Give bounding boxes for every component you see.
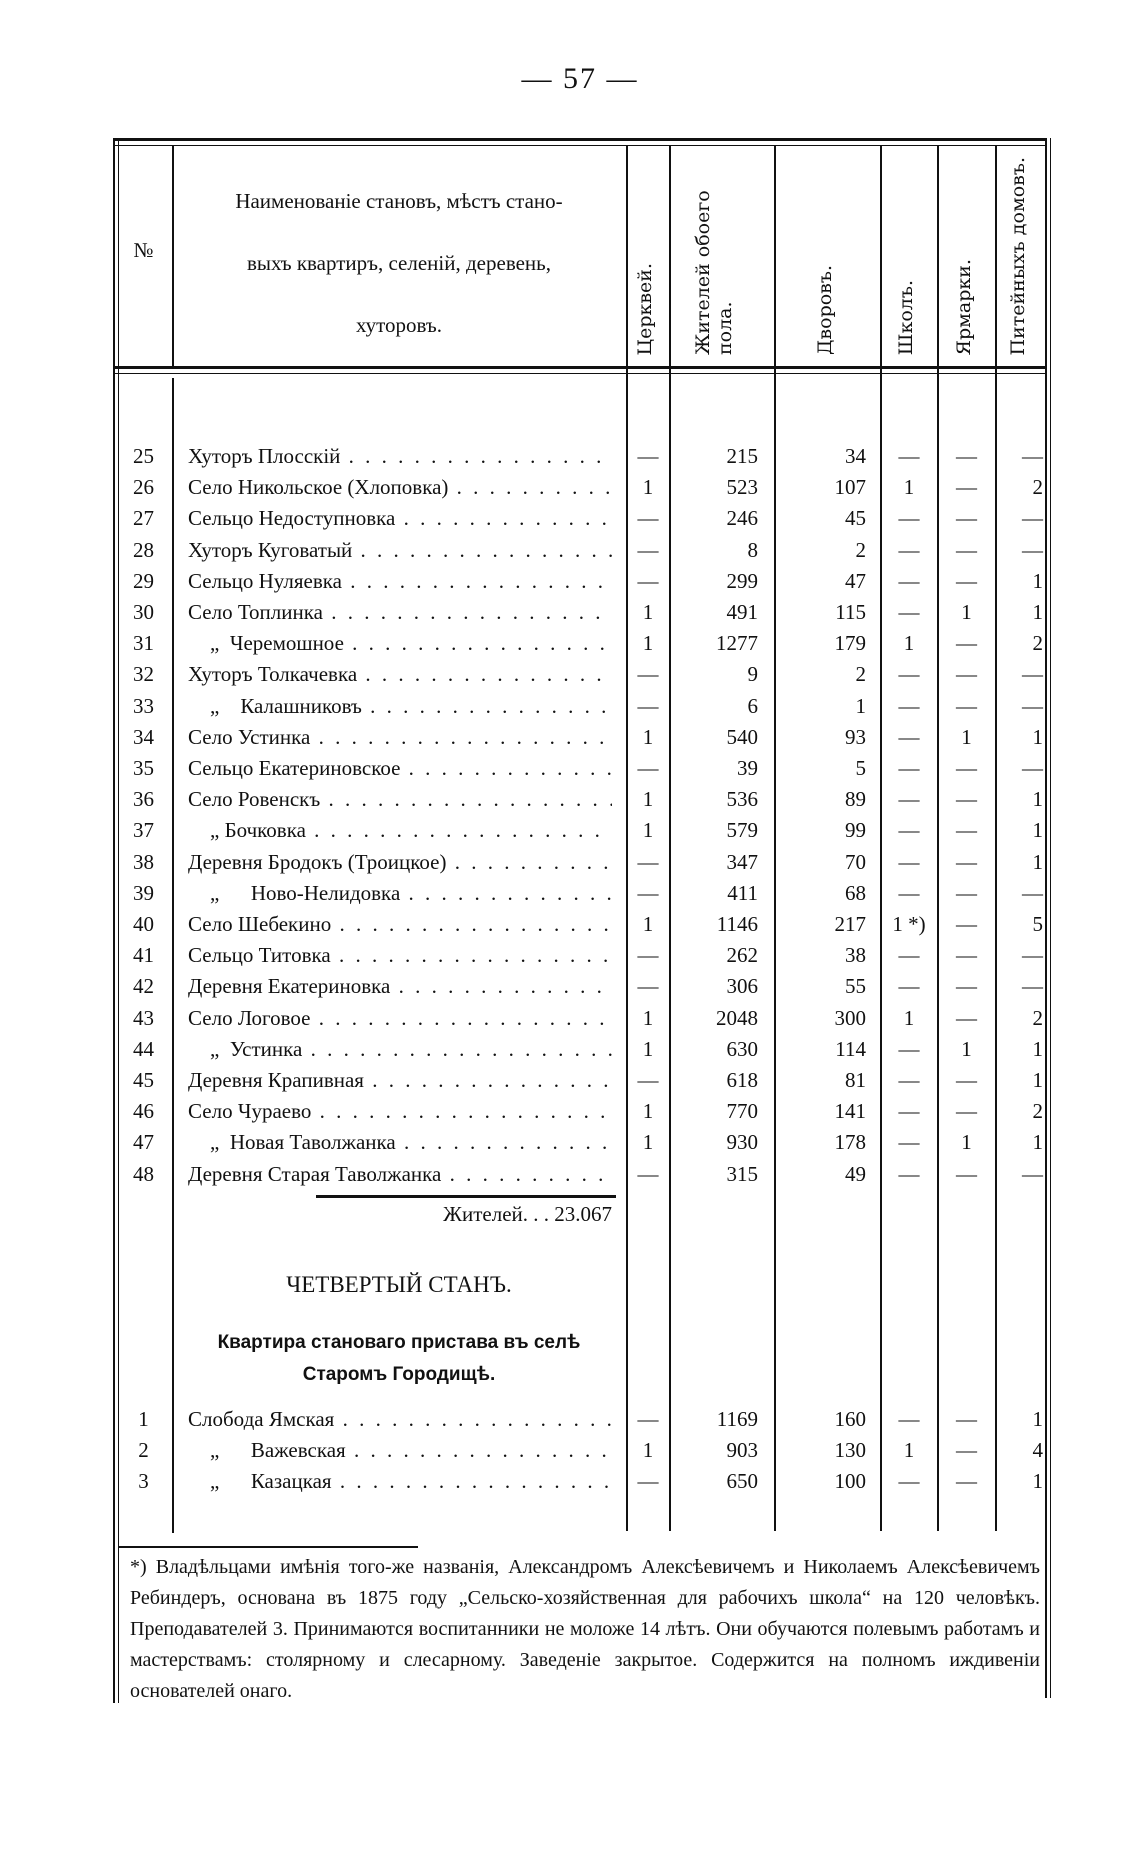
churches-count: — xyxy=(637,444,659,468)
row-number: 44 xyxy=(133,1036,154,1061)
schools-count: — xyxy=(898,1469,920,1494)
schools-count: — xyxy=(898,568,920,593)
taverns-count: 1 xyxy=(1032,724,1043,749)
table-row xyxy=(0,1466,1140,1497)
fairs-count: 1 xyxy=(961,1130,972,1155)
population-count: 9 xyxy=(747,662,758,687)
population-count: 650 xyxy=(726,1469,758,1494)
settlement-name: Сельцо Титовка . . . xyxy=(188,940,612,971)
population-count: 630 xyxy=(726,1036,758,1061)
table-row xyxy=(0,1003,1140,1034)
fairs-count: — xyxy=(956,787,977,812)
row-number: 25 xyxy=(133,444,154,468)
fairs-count: — xyxy=(956,1161,977,1186)
table-row xyxy=(0,909,1140,940)
population-count: 1277 xyxy=(716,631,758,656)
taverns-count: 1 xyxy=(1032,818,1043,843)
row-number: 42 xyxy=(133,974,154,999)
table-row xyxy=(0,597,1140,628)
taverns-count: 1 xyxy=(1032,787,1043,812)
header-population: Жителей обоего пола. xyxy=(692,190,736,355)
schools-count: — xyxy=(898,1068,920,1092)
fairs-count: 1 xyxy=(961,724,972,749)
table-row xyxy=(0,535,1140,566)
population-count: 579 xyxy=(726,818,758,843)
table-row xyxy=(0,628,1140,659)
table-row xyxy=(0,691,1140,722)
churches-count: 1 xyxy=(642,1438,654,1463)
row-number: 36 xyxy=(133,787,154,812)
settlement-name: Сельцо Недоступновка . . . xyxy=(188,503,612,534)
population-count: 903 xyxy=(726,1438,758,1463)
page-number: — 57 — xyxy=(521,62,639,95)
row-number: 31 xyxy=(133,631,154,656)
settlement-name: Сельцо Екатериновское . . . xyxy=(188,753,612,784)
schools-count: — xyxy=(898,662,920,687)
yards-count: 130 xyxy=(834,1438,866,1463)
yards-count: 141 xyxy=(834,1099,866,1124)
table-row xyxy=(0,1034,1140,1065)
schools-count: 1 xyxy=(903,631,915,656)
taverns-count: — xyxy=(1022,1161,1043,1186)
header-taverns: Питейныхъ домовъ. xyxy=(1007,156,1029,355)
row-number: 33 xyxy=(133,693,154,718)
schools-count: — xyxy=(898,880,920,905)
header-fairs: Ярмарки. xyxy=(953,258,975,355)
table-row xyxy=(0,1065,1140,1096)
yards-count: 2 xyxy=(855,662,866,687)
churches-count: — xyxy=(637,880,659,905)
table-row xyxy=(0,441,1140,472)
taverns-count: 1 xyxy=(1032,1130,1043,1155)
taverns-count: 1 xyxy=(1032,1407,1043,1431)
churches-count: 1 xyxy=(642,912,654,936)
yards-count: 34 xyxy=(845,444,866,468)
table-row xyxy=(0,753,1140,784)
taverns-count: — xyxy=(1022,756,1043,780)
schools-count: — xyxy=(898,849,920,874)
settlement-name: „ Черемошное . . . xyxy=(188,628,612,659)
row-number: 48 xyxy=(133,1161,154,1186)
churches-count: — xyxy=(637,1469,659,1494)
taverns-count: 1 xyxy=(1032,1036,1043,1061)
header-churches: Церквей. xyxy=(634,262,656,355)
population-count: 491 xyxy=(726,600,758,624)
table-row xyxy=(0,566,1140,597)
schools-count: — xyxy=(898,537,920,562)
yards-count: 114 xyxy=(835,1036,866,1061)
settlement-name: „ Важевская . . . xyxy=(188,1435,612,1466)
taverns-count: — xyxy=(1022,693,1043,718)
header-number: № xyxy=(133,238,154,262)
row-number: 45 xyxy=(133,1068,154,1092)
row-number: 28 xyxy=(133,537,154,562)
fairs-count: — xyxy=(956,912,977,936)
table-row xyxy=(0,847,1140,878)
fairs-count: — xyxy=(956,880,977,905)
fairs-count: — xyxy=(956,1068,977,1092)
row-number: 47 xyxy=(133,1130,154,1155)
schools-count: — xyxy=(898,1099,920,1124)
row-number: 46 xyxy=(133,1099,154,1124)
schools-count: 1 xyxy=(903,475,915,500)
population-count: 770 xyxy=(726,1099,758,1124)
fairs-count: — xyxy=(956,631,977,656)
churches-count: — xyxy=(637,693,659,718)
section-subtitle xyxy=(176,1327,622,1391)
header-name-line: хуторовъ. xyxy=(355,313,443,337)
settlement-name: Деревня Екатериновка . . . xyxy=(188,971,612,1002)
taverns-count: — xyxy=(1022,506,1043,531)
table-row xyxy=(0,1435,1140,1466)
population-count: 347 xyxy=(726,849,758,874)
population-count: 523 xyxy=(726,475,758,500)
fairs-count: — xyxy=(956,475,977,500)
yards-count: 81 xyxy=(845,1068,866,1092)
fairs-count: 1 xyxy=(961,600,972,624)
row-number: 29 xyxy=(133,568,154,593)
population-count: 411 xyxy=(727,880,758,905)
header-schools: Школъ. xyxy=(895,279,917,355)
settlement-name: „ Устинка . . . xyxy=(188,1034,612,1065)
row-number: 43 xyxy=(133,1005,154,1030)
population-count: 299 xyxy=(726,568,758,593)
settlement-name: Сельцо Нуляевка . . . xyxy=(188,566,612,597)
churches-count: — xyxy=(637,1407,659,1431)
taverns-count: — xyxy=(1022,880,1043,905)
settlement-name: Деревня Старая Таволжанка . . . xyxy=(188,1159,612,1190)
churches-count: — xyxy=(637,1161,659,1186)
fairs-count: — xyxy=(956,849,977,874)
settlement-name: Слобода Ямская . . . xyxy=(188,1404,612,1435)
yards-count: 5 xyxy=(855,756,866,780)
churches-count: 1 xyxy=(642,724,654,749)
churches-count: 1 xyxy=(642,818,654,843)
population-count: 6 xyxy=(747,693,758,718)
schools-count: — xyxy=(898,1130,920,1155)
row-number: 30 xyxy=(133,600,154,624)
yards-count: 45 xyxy=(845,506,866,531)
population-count: 1169 xyxy=(716,1407,758,1431)
population-count: 540 xyxy=(726,724,758,749)
churches-count: — xyxy=(637,974,659,999)
yards-count: 2 xyxy=(855,537,866,562)
population-count: 246 xyxy=(726,506,758,531)
population-count: 315 xyxy=(726,1161,758,1186)
row-number: 26 xyxy=(133,475,154,500)
churches-count: — xyxy=(637,537,659,562)
fairs-count: — xyxy=(956,444,977,468)
settlement-name: Село Ровенскъ . . . xyxy=(188,784,612,815)
population-count: 618 xyxy=(726,1068,758,1092)
churches-count: 1 xyxy=(642,1099,654,1124)
table-row xyxy=(0,815,1140,846)
churches-count: — xyxy=(637,756,659,780)
population-count: 306 xyxy=(726,974,758,999)
settlement-name: Село Чураево . . . xyxy=(188,1096,612,1127)
row-number: 1 xyxy=(138,1407,149,1431)
yards-count: 115 xyxy=(835,600,866,624)
taverns-count: — xyxy=(1022,974,1043,999)
fairs-count: — xyxy=(956,537,977,562)
taverns-count: — xyxy=(1022,444,1043,468)
population-count: 262 xyxy=(726,943,758,968)
yards-count: 68 xyxy=(845,880,866,905)
fairs-count: — xyxy=(956,974,977,999)
taverns-count: 4 xyxy=(1032,1438,1043,1463)
fairs-count: — xyxy=(956,1469,977,1494)
yards-count: 89 xyxy=(845,787,866,812)
yards-count: 1 xyxy=(855,693,866,718)
population-count: 930 xyxy=(726,1130,758,1155)
schools-count: — xyxy=(898,1161,920,1186)
settlement-name: Деревня Бродокъ (Троицкое) . . . xyxy=(188,847,612,878)
churches-count: 1 xyxy=(642,600,654,624)
row-number: 40 xyxy=(133,912,154,936)
fairs-count: — xyxy=(956,1005,977,1030)
schools-count: — xyxy=(898,1036,920,1061)
yards-count: 55 xyxy=(845,974,866,999)
taverns-count: 2 xyxy=(1032,631,1043,656)
row-number: 32 xyxy=(133,662,154,687)
table-row xyxy=(0,1159,1140,1190)
schools-count: — xyxy=(898,1407,920,1431)
yards-count: 179 xyxy=(834,631,866,656)
yards-count: 160 xyxy=(834,1407,866,1431)
settlement-name: „ Ново-Нелидовка . . . xyxy=(188,878,612,909)
churches-count: — xyxy=(637,506,659,531)
total-inhabitants: Жителей. . . 23.067 xyxy=(443,1202,612,1226)
section-subtitle-line: Квартира становаго пристава въ селѣ xyxy=(217,1332,581,1353)
fairs-count: — xyxy=(956,756,977,780)
schools-count: — xyxy=(898,974,920,999)
yards-count: 300 xyxy=(834,1005,866,1030)
taverns-count: — xyxy=(1022,943,1043,968)
table-row xyxy=(0,784,1140,815)
schools-count: — xyxy=(898,724,920,749)
schools-count: 1 xyxy=(903,1005,915,1030)
churches-count: — xyxy=(637,849,659,874)
churches-count: 1 xyxy=(642,1130,654,1155)
settlement-name: „ Новая Таволжанка . . . xyxy=(188,1127,612,1158)
population-count: 215 xyxy=(726,444,758,468)
churches-count: 1 xyxy=(642,1036,654,1061)
fairs-count: — xyxy=(956,818,977,843)
churches-count: — xyxy=(637,568,659,593)
taverns-count: 1 xyxy=(1032,1068,1043,1092)
schools-count: — xyxy=(898,756,920,780)
fairs-count: — xyxy=(956,568,977,593)
table-row xyxy=(0,1127,1140,1158)
fairs-count: 1 xyxy=(961,1036,972,1061)
churches-count: — xyxy=(637,1068,659,1092)
table-row xyxy=(0,722,1140,753)
row-number: 35 xyxy=(133,756,154,780)
population-count: 2048 xyxy=(716,1005,758,1030)
settlement-name: Село Никольское (Хлоповка) . . . xyxy=(188,472,612,503)
settlement-name: „ Калашниковъ . . . xyxy=(188,691,612,722)
row-number: 38 xyxy=(133,849,154,874)
section-subtitle-line: Старомъ Городищѣ. xyxy=(302,1364,496,1385)
fairs-count: — xyxy=(956,1438,977,1463)
population-count: 39 xyxy=(737,756,758,780)
fairs-count: — xyxy=(956,1407,977,1431)
churches-count: 1 xyxy=(642,787,654,812)
population-count: 1146 xyxy=(716,912,758,936)
schools-count: — xyxy=(898,943,920,968)
yards-count: 99 xyxy=(845,818,866,843)
table-row xyxy=(0,503,1140,534)
settlement-name: Хуторъ Плосскій . . . xyxy=(188,441,612,472)
population-count: 536 xyxy=(726,787,758,812)
header-name-line: Наименованіе становъ, мѣстъ стано- xyxy=(235,189,563,213)
yards-count: 47 xyxy=(845,568,866,593)
section-title: ЧЕТВЕРТЫЙ СТАНЪ. xyxy=(286,1272,512,1297)
total-rule xyxy=(316,1195,616,1198)
header-name xyxy=(176,170,622,356)
fairs-count: — xyxy=(956,662,977,687)
taverns-count: — xyxy=(1022,537,1043,562)
taverns-count: 1 xyxy=(1032,849,1043,874)
table-row xyxy=(0,472,1140,503)
schools-count: — xyxy=(898,506,920,531)
churches-count: 1 xyxy=(642,631,654,656)
schools-count: 1 *) xyxy=(892,912,926,936)
yards-count: 93 xyxy=(845,724,866,749)
settlement-name: Село Шебекино . . . xyxy=(188,909,612,940)
population-count: 8 xyxy=(747,537,758,562)
table-row xyxy=(0,1404,1140,1435)
fairs-count: — xyxy=(956,506,977,531)
churches-count: — xyxy=(637,662,659,687)
row-number: 2 xyxy=(138,1438,149,1463)
row-number: 41 xyxy=(133,943,154,968)
yards-count: 38 xyxy=(845,943,866,968)
row-number: 34 xyxy=(133,724,154,749)
header-name-line: выхъ квартиръ, селеній, деревень, xyxy=(246,251,551,275)
settlement-name: Деревня Крапивная . . . xyxy=(188,1065,612,1096)
yards-count: 178 xyxy=(834,1130,866,1155)
fairs-count: — xyxy=(956,693,977,718)
taverns-count: 1 xyxy=(1032,1469,1043,1494)
settlement-name: „ Казацкая . . . xyxy=(188,1466,612,1497)
taverns-count: 1 xyxy=(1032,600,1043,624)
schools-count: 1 xyxy=(903,1438,915,1463)
yards-count: 100 xyxy=(834,1469,866,1494)
schools-count: — xyxy=(898,693,920,718)
settlement-name: Село Логовое . . . xyxy=(188,1003,612,1034)
footnote: *) Владѣльцами имѣнія того-же названія, Александромъ Алексѣевичемъ и Николаемъ Алексѣевичемъ Ребиндеръ, основана въ 1875 году „Сельско-хозяйственная для рабочихъ школа“ на 120 человѣкъ. Преподавателей 3. Принимаются воспитанники не моложе 14 лѣтъ. Они обучаются полевымъ работамъ и мастерствамъ: столярному и слесарному. Заведеніе закрытое. Содержится на полномъ иждивеніи основателей онаго. xyxy=(130,1556,1040,1702)
taverns-count: 1 xyxy=(1032,568,1043,593)
yards-count: 49 xyxy=(845,1161,866,1186)
settlement-name: Село Устинка . . . xyxy=(188,722,612,753)
schools-count: — xyxy=(898,444,920,468)
settlement-name: Село Топлинка . . . xyxy=(188,597,612,628)
yards-count: 217 xyxy=(834,912,866,936)
settlement-name: „ Бочковка . . . xyxy=(188,815,612,846)
row-number: 27 xyxy=(133,506,154,531)
taverns-count: 2 xyxy=(1032,1099,1043,1124)
settlement-name: Хуторъ Толкачевка . . . xyxy=(188,659,612,690)
yards-count: 107 xyxy=(834,475,866,500)
schools-count: — xyxy=(898,818,920,843)
table-row xyxy=(0,940,1140,971)
taverns-count: 2 xyxy=(1032,1005,1043,1030)
header-yards: Дворовъ. xyxy=(814,264,836,355)
table-row xyxy=(0,1096,1140,1127)
table-row xyxy=(0,878,1140,909)
row-number: 3 xyxy=(138,1469,149,1494)
taverns-count: — xyxy=(1022,662,1043,687)
churches-count: 1 xyxy=(642,1005,654,1030)
fairs-count: — xyxy=(956,1099,977,1124)
schools-count: — xyxy=(898,787,920,812)
table-row xyxy=(0,659,1140,690)
row-number: 39 xyxy=(133,880,154,905)
row-number: 37 xyxy=(133,818,154,843)
table-row xyxy=(0,971,1140,1002)
schools-count: — xyxy=(898,600,920,624)
churches-count: — xyxy=(637,943,659,968)
taverns-count: 5 xyxy=(1032,912,1043,936)
settlement-name: Хуторъ Куговатый . . . xyxy=(188,535,612,566)
taverns-count: 2 xyxy=(1032,475,1043,500)
fairs-count: — xyxy=(956,943,977,968)
yards-count: 70 xyxy=(845,849,866,874)
churches-count: 1 xyxy=(642,475,654,500)
